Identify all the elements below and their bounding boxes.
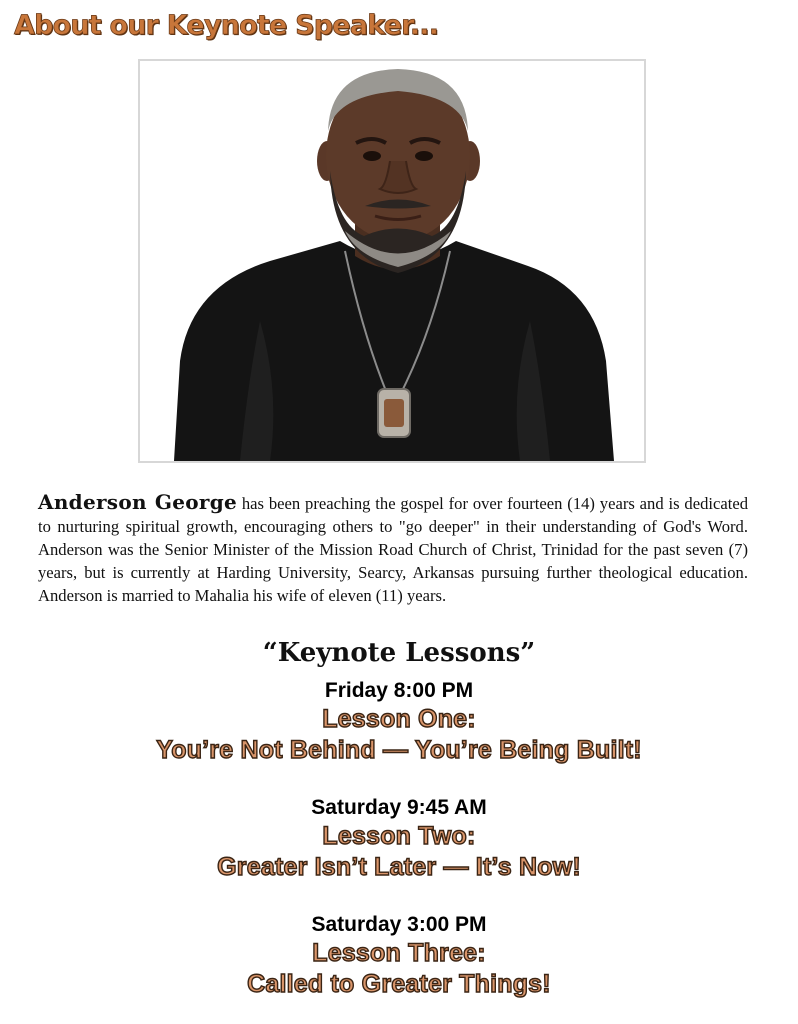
- lesson-two: [0, 795, 798, 883]
- lesson-subtitle: You’re Not Behind — You’re Being Built!: [156, 736, 642, 764]
- speaker-bio: [38, 491, 748, 607]
- lesson-one: [0, 678, 798, 766]
- speaker-photo: [138, 59, 646, 463]
- speaker-portrait-image: [140, 61, 644, 461]
- lesson-time: Saturday 3:00 PM: [311, 913, 487, 936]
- speaker-name: Anderson George: [38, 490, 238, 514]
- lessons-heading: “Keynote Lessons”: [262, 638, 536, 668]
- lesson-title: Lesson One:: [322, 705, 476, 733]
- lesson-time: Saturday 9:45 AM: [311, 796, 487, 819]
- lesson-subtitle: Greater Isn’t Later — It’s Now!: [217, 853, 581, 881]
- lesson-title: Lesson Two:: [322, 822, 476, 850]
- lesson-subtitle: Called to Greater Things!: [247, 970, 551, 998]
- speaker-bio-text: has been preaching the gospel for over fourteen (14) years and is dedicated to nurturing spiritual growth, encouraging others to "go deeper" in their understanding of God's Word. Anderson was the Senior Minister of the Mission Road Church of Christ, Trinidad for the past seven (7) years, but is currently at Harding University, Searcy, Arkansas pursuing further theological education. Anderson is married to Mahalia his wife of eleven (11) years.: [38, 494, 748, 605]
- page-title: About our Keynote Speaker...: [14, 10, 439, 41]
- lesson-three: [0, 912, 798, 1000]
- lesson-title: Lesson Three:: [312, 939, 486, 967]
- lesson-time: Friday 8:00 PM: [324, 679, 474, 702]
